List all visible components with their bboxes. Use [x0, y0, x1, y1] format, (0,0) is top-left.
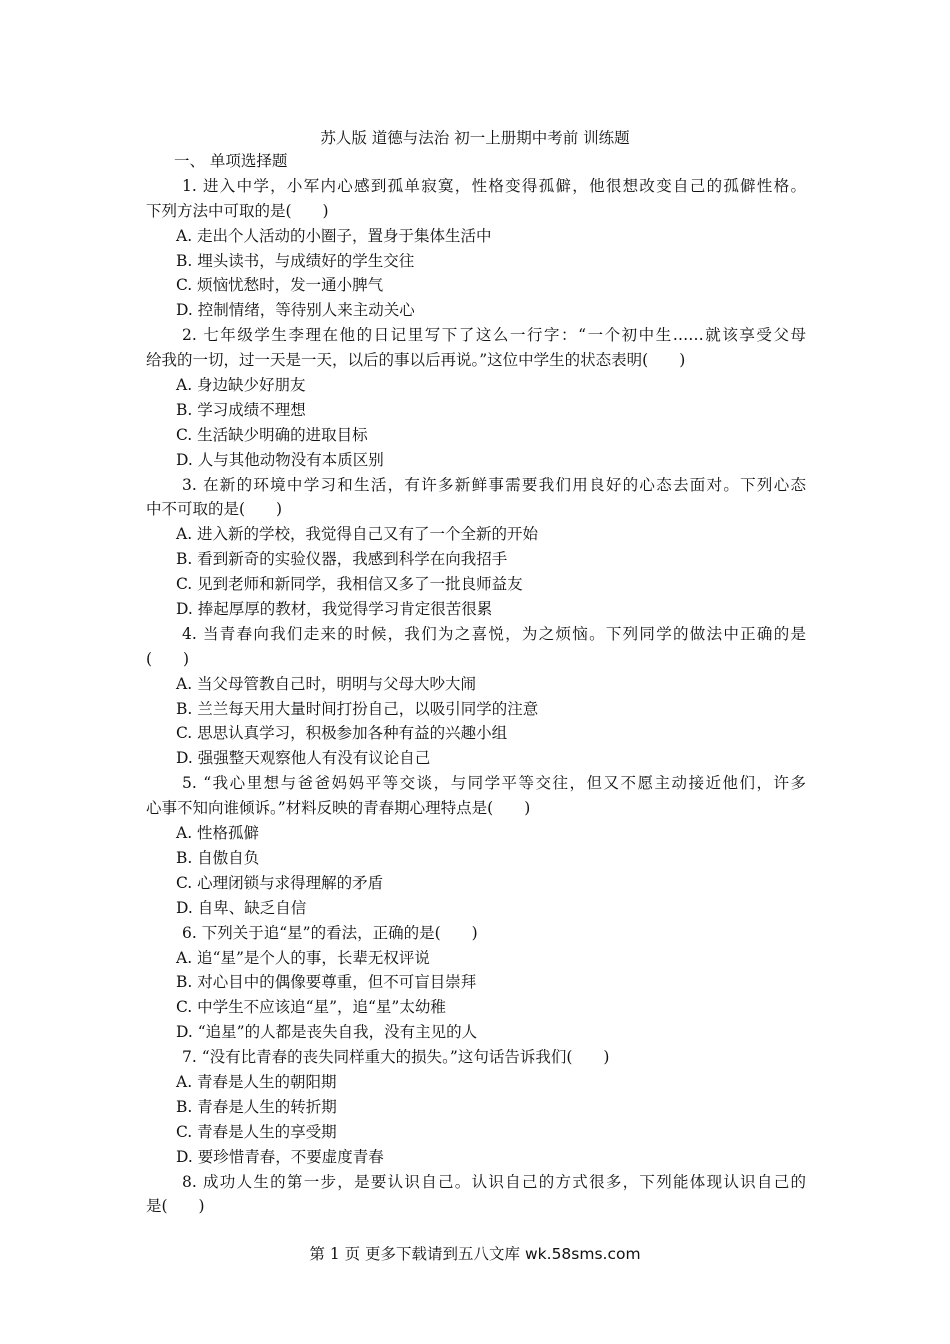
- answer-option: C. 烦恼忧愁时，发一通小脾气: [176, 276, 384, 295]
- section-heading: 一、 单项选择题: [174, 152, 288, 170]
- answer-option: A. 青春是人生的朝阳期: [176, 1072, 337, 1091]
- question-stem-continued: 心事不知向谁倾诉。”材料反映的青春期心理特点是( ): [146, 799, 531, 818]
- question-stem: 5. “我心里想与爸爸妈妈平等交谈，与同学平等交往，但又不愿主动接近他们，许多: [182, 774, 806, 793]
- answer-option: A. 性格孤僻: [176, 824, 260, 843]
- answer-option: C. 见到老师和新同学，我相信又多了一批良师益友: [176, 575, 523, 594]
- answer-option: D. 捧起厚厚的教材，我觉得学习肯定很苦很累: [176, 600, 493, 619]
- footer-site-link[interactable]: wk.58sms.com: [524, 1245, 641, 1263]
- question-stem: 3. 在新的环境中学习和生活，有许多新鲜事需要我们用良好的心态去面对。下列心态: [182, 475, 806, 494]
- question-stem: 1. 进入中学，小军内心感到孤单寂寞，性格变得孤僻，他很想改变自己的孤僻性格。: [182, 176, 806, 195]
- answer-option: C. 思思认真学习，积极参加各种有益的兴趣小组: [176, 724, 508, 743]
- answer-option: B. 青春是人生的转折期: [176, 1097, 337, 1116]
- answer-option: B. 埋头读书，与成绩好的学生交往: [176, 251, 415, 270]
- answer-option: C. 青春是人生的享受期: [176, 1122, 337, 1141]
- answer-option: B. 对心目中的偶像要尊重，但不可盲目崇拜: [176, 973, 477, 992]
- answer-option: D. 要珍惜青春，不要虚度青春: [176, 1147, 384, 1166]
- answer-option: B. 看到新奇的实验仪器，我感到科学在向我招手: [176, 550, 508, 569]
- question-stem: 4. 当青春向我们走来的时候，我们为之喜悦，为之烦恼。下列同学的做法中正确的是: [182, 624, 806, 643]
- document-title: 苏人版 道德与法治 初一上册期中考前 训练题: [320, 129, 630, 147]
- question-stem: 7. “没有比青春的丧失同样重大的损失。”这句话告诉我们( ): [182, 1048, 610, 1067]
- answer-option: A. 当父母管教自己时，明明与父母大吵大闹: [176, 674, 477, 693]
- question-stem: 6. 下列关于追“星”的看法，正确的是( ): [182, 923, 478, 942]
- footer-page-text: 第 1 页 更多下载请到五八文库: [309, 1245, 525, 1263]
- answer-option: A. 身边缺少好朋友: [176, 376, 306, 395]
- answer-option: D. “追星”的人都是丧失自我，没有主见的人: [176, 1023, 478, 1042]
- answer-option: A. 追“星”是个人的事，长辈无权评说: [176, 948, 430, 967]
- question-stem-continued: 下列方法中可取的是( ): [146, 201, 329, 220]
- answer-option: B. 学习成绩不理想: [176, 400, 306, 419]
- answer-option: C. 中学生不应该追“星”，追“星”太幼稚: [176, 998, 446, 1017]
- answer-option: A. 走出个人活动的小圈子，置身于集体生活中: [176, 226, 492, 245]
- answer-option: A. 进入新的学校，我觉得自己又有了一个全新的开始: [176, 525, 539, 544]
- page-footer: [0, 1243, 950, 1265]
- answer-option: D. 人与其他动物没有本质区别: [176, 450, 384, 469]
- answer-option: B. 兰兰每天用大量时间打扮自己，以吸引同学的注意: [176, 699, 539, 718]
- question-stem-continued: 中不可取的是( ): [146, 500, 283, 519]
- question-stem-continued: 是( ): [146, 1197, 205, 1216]
- answer-option: C. 心理闭锁与求得理解的矛盾: [176, 873, 384, 892]
- answer-option: B. 自傲自负: [176, 848, 260, 867]
- answer-option: C. 生活缺少明确的进取目标: [176, 425, 368, 444]
- question-list: [146, 149, 806, 1219]
- answer-option: D. 强强整天观察他人有没有议论自己: [176, 749, 431, 768]
- question-stem-continued: 给我的一切，过一天是一天，以后的事以后再说。”这位中学生的状态表明( ): [146, 351, 686, 370]
- answer-option: D. 自卑、缺乏自信: [176, 898, 307, 917]
- question-stem-continued: ( ): [146, 649, 190, 668]
- question-stem: 8. 成功人生的第一步，是要认识自己。认识自己的方式很多，下列能体现认识自己的: [182, 1172, 806, 1191]
- answer-option: D. 控制情绪，等待别人来主动关心: [176, 301, 415, 320]
- question-stem: 2. 七年级学生李理在他的日记里写下了这么一行字：“一个初中生……就该享受父母: [182, 326, 806, 345]
